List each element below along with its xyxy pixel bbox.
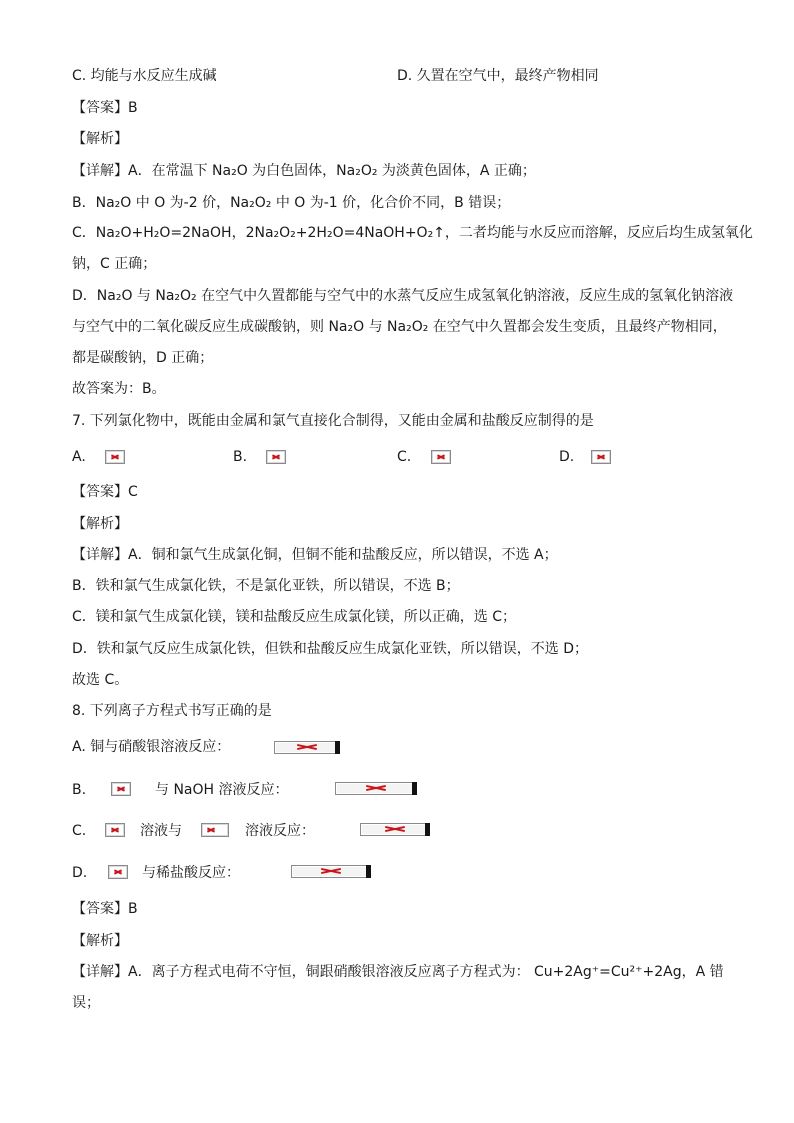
broken-image-icon — [108, 865, 128, 879]
broken-image-icon — [266, 450, 286, 464]
q7-answer — [72, 482, 138, 502]
broken-image-icon — [111, 782, 131, 796]
answer-label: 【答案】 — [72, 100, 128, 116]
q7-conclusion: 故选 C。 — [72, 672, 129, 688]
q8-option-c-label: C. — [72, 823, 87, 839]
q8-option-c-text: 溶液反应： — [245, 823, 315, 839]
q8-option-b-text: 与 NaOH 溶液反应： — [155, 782, 289, 798]
q7-detail-d: D．铁和氯气反应生成氯化铁，但铁和盐酸反应生成氯化亚铁，所以错误，不选 D； — [72, 641, 589, 657]
q8-option-d-text: 与稀盐酸反应： — [142, 865, 240, 881]
q8-analysis-label: 【解析】 — [72, 933, 128, 949]
answer-value: B — [128, 100, 138, 116]
q7-option-c-label: C. — [397, 449, 412, 465]
broken-image-icon — [105, 823, 125, 837]
q7-option-b-label: B. — [233, 449, 248, 465]
answer-label: 【答案】 — [72, 484, 128, 500]
answer-value: C — [128, 484, 138, 500]
broken-image-icon — [201, 823, 229, 837]
q6-answer — [72, 98, 138, 118]
q6-detail-c-cont: 钠，C 正确； — [72, 256, 157, 272]
q6-option-d: D. 久置在空气中，最终产物相同 — [397, 68, 599, 84]
q8-detail-a-cont: 误； — [72, 995, 100, 1011]
detail-text: A．离子方程式电荷不守恒，铜跟硝酸银溶液反应离子方程式为： Cu+2Ag⁺=Cu²⁺+2Ag，A 错 — [128, 964, 724, 980]
q8-option-d-label: D. — [72, 865, 88, 881]
detail-label: 【详解】 — [72, 163, 128, 179]
broken-image-icon — [431, 450, 451, 464]
answer-label: 【答案】 — [72, 901, 128, 917]
broken-equation-image — [291, 865, 371, 878]
broken-image-icon — [105, 450, 125, 464]
q8-option-c-mid: 溶液与 — [140, 823, 182, 839]
q7-analysis-label: 【解析】 — [72, 516, 128, 532]
q8-answer — [72, 899, 138, 919]
detail-label: 【详解】 — [72, 547, 128, 563]
q7-detail-a — [72, 545, 558, 565]
detail-text: A．铜和氯气生成氯化铜，但铜不能和盐酸反应，所以错误，不选 A； — [128, 547, 558, 563]
q6-detail-d-cont: 与空气中的二氧化碳反应生成碳酸钠，则 Na₂O 与 Na₂O₂ 在空气中久置都会发生变质，且最终产物相同， — [72, 319, 727, 335]
detail-text: A．在常温下 Na₂O 为白色固体，Na₂O₂ 为淡黄色固体，A 正确； — [128, 163, 536, 179]
q6-detail-d: D．Na₂O 与 Na₂O₂ 在空气中久置都能与空气中的水蒸气反应生成氢氧化钠溶液，反应生成的氢氧化钠溶液 — [72, 288, 734, 304]
q8-option-b-label: B. — [72, 782, 87, 798]
q6-option-c: C. 均能与水反应生成碱 — [72, 68, 217, 84]
q6-analysis-label: 【解析】 — [72, 131, 128, 147]
q6-detail-a — [72, 161, 536, 181]
broken-equation-image — [360, 823, 430, 836]
q8-option-a: A. 铜与硝酸银溶液反应： — [72, 739, 231, 755]
q8-detail-a — [72, 962, 724, 982]
q6-conclusion: 故答案为：B。 — [72, 381, 166, 397]
q7-option-a-label: A. — [72, 449, 86, 465]
q6-detail-c: C．Na₂O+H₂O=2NaOH，2Na₂O₂+2H₂O=4NaOH+O₂↑，二者均能与水反应而溶解，反应后均生成氢氧化 — [72, 225, 753, 241]
q7-detail-c: C．镁和氯气生成氯化镁，镁和盐酸反应生成氯化镁，所以正确，选 C； — [72, 609, 516, 625]
q7-option-d-label: D. — [559, 449, 575, 465]
broken-equation-image — [274, 741, 340, 754]
answer-value: B — [128, 901, 138, 917]
q8-stem: 8. 下列离子方程式书写正确的是 — [72, 703, 272, 719]
q7-detail-b: B．铁和氯气生成氯化铁，不是氯化亚铁，所以错误，不选 B； — [72, 578, 460, 594]
q6-detail-b: B．Na₂O 中 O 为-2 价，Na₂O₂ 中 O 为-1 价，化合价不同，B 错误； — [72, 195, 511, 211]
broken-equation-image — [335, 782, 417, 795]
broken-image-icon — [591, 450, 611, 464]
detail-label: 【详解】 — [72, 964, 128, 980]
q6-detail-d-cont2: 都是碳酸钠，D 正确； — [72, 350, 214, 366]
q7-stem: 7. 下列氯化物中，既能由金属和氯气直接化合制得，又能由金属和盐酸反应制得的是 — [72, 413, 594, 429]
